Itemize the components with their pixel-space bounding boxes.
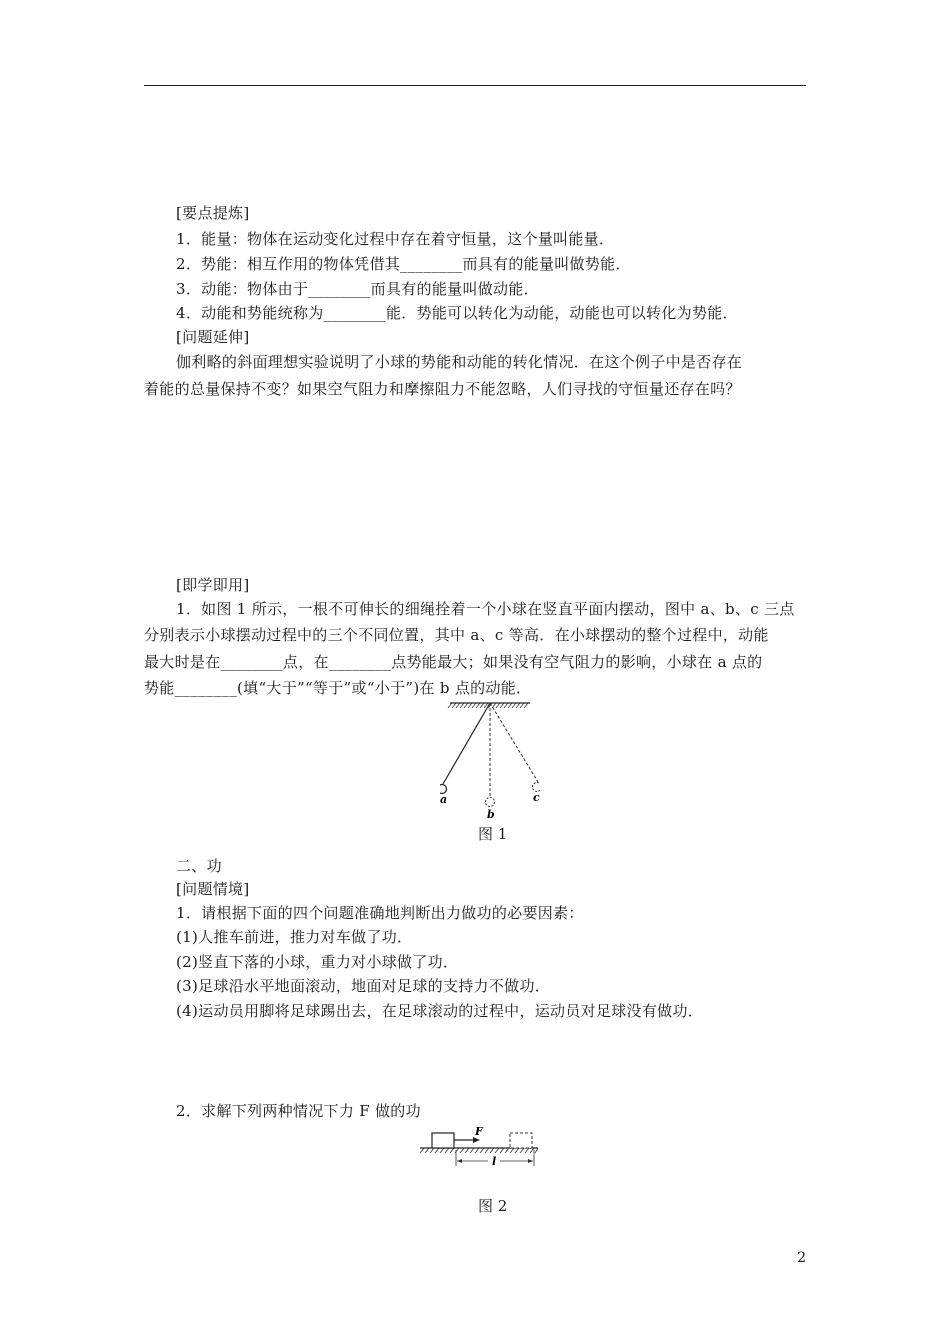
points-item-1: 1．能量：物体在运动变化过程中存在着守恒量，这个量叫能量． (176, 230, 615, 248)
ball-b (486, 798, 495, 807)
section-2-header: [问题情境] (176, 880, 250, 898)
label-a: a (440, 793, 448, 806)
string-c (490, 703, 538, 782)
label-b: b (487, 808, 495, 821)
string-a (443, 703, 490, 784)
block-start (432, 1133, 454, 1148)
figure-2-caption: 图 2 (478, 1197, 508, 1215)
page-number: 2 (797, 1250, 806, 1266)
block-figure (420, 1122, 540, 1172)
apply-line-1: 1．如图 1 所示，一根不可伸长的细绳拴着一个小球在竖直平面内摆动，图中 a、b、c 三点 (176, 600, 795, 618)
header-rule (144, 85, 806, 86)
extension-line-2: 着能的总量保持不变？如果空气阻力和摩擦阻力不能忽略，人们寻找的守恒量还存在吗？ (144, 380, 741, 398)
force-label: F (475, 1125, 483, 1138)
block-end (510, 1133, 532, 1148)
label-c: c (533, 791, 540, 804)
question-1-item-1: (1)人推车前进，推力对车做了功． (176, 928, 413, 946)
apply-line-2: 分别表示小球摆动过程中的三个不同位置，其中 a、c 等高．在小球摆动的整个过程中，动能 (144, 626, 769, 644)
question-1-item-3: (3)足球沿水平地面滚动，地面对足球的支持力不做功． (176, 977, 551, 995)
figure-1-caption: 图 1 (478, 825, 508, 843)
pendulum-figure (440, 700, 540, 824)
extension-header: [问题延伸] (176, 328, 250, 346)
question-1-item-4: (4)运动员用脚将足球踢出去，在足球滚动的过程中，运动员对足球没有做功． (176, 1002, 704, 1020)
question-1-item-2: (2)竖直下落的小球，重力对小球做了功． (176, 953, 459, 971)
points-header: [要点提炼] (176, 204, 250, 222)
apply-line-3: 最大时是在________点，在________点势能最大；如果没有空气阻力的影响，小球在 a 点的 (144, 653, 763, 671)
question-2: 2．求解下列两种情况下力 F 做的功 (176, 1102, 421, 1120)
question-1: 1．请根据下面的四个问题准确地判断出力做功的必要因素： (176, 904, 584, 922)
points-item-2: 2．势能：相互作用的物体凭借其________而具有的能量叫做势能． (176, 255, 631, 273)
extension-line-1: 伽利略的斜面理想实验说明了小球的势能和动能的转化情况．在这个例子中是否存在 (176, 353, 743, 371)
apply-line-4: 势能________(填“大于”“等于”或“小于”)在 b 点的动能． (144, 679, 532, 697)
points-item-3: 3．动能：物体由于________而具有的能量叫做动能． (176, 280, 539, 298)
distance-label: l (492, 1155, 497, 1168)
points-item-4: 4．动能和势能统称为________能．势能可以转化为动能，动能也可以转化为势能． (176, 304, 738, 322)
section-2-title: 二、功 (176, 857, 222, 875)
apply-header: [即学即用] (176, 576, 250, 594)
